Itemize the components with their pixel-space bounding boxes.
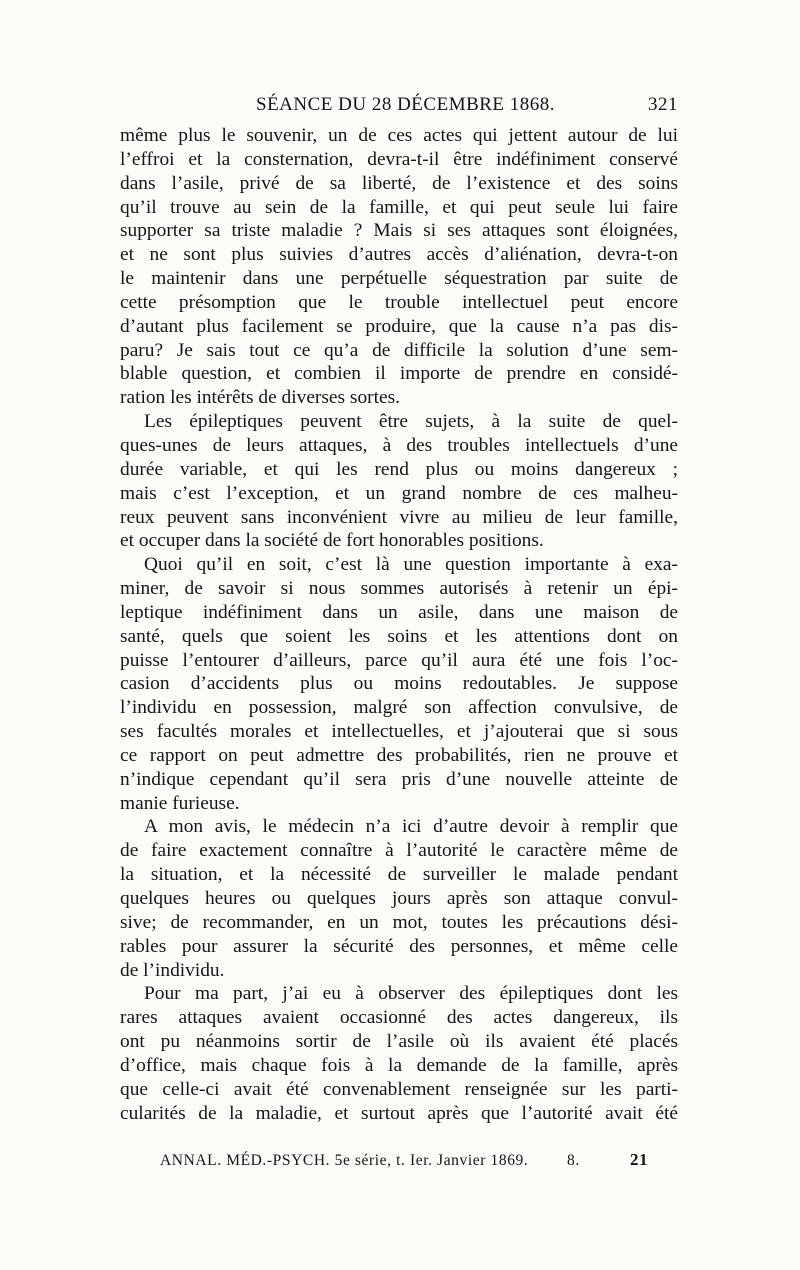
text-line: Pour ma part, j’ai eu à observer des épileptiques dont les <box>144 983 678 1005</box>
text-line: Quoi qu’il en soit, c’est là une question importante à exa- <box>144 554 678 576</box>
text-line: blable question, et combien il importe de prendre en considé- <box>120 363 678 385</box>
text-line: manie furieuse. <box>120 792 240 814</box>
text-line: rares attaques avaient occasionné des actes dangereux, ils <box>120 1007 678 1029</box>
signature-mark: 21 <box>630 1150 649 1169</box>
text-line: reux peuvent sans inconvénient vivre au milieu de leur famille, <box>120 506 678 528</box>
text-line: mais c’est l’exception, et un grand nombre de ces malheu- <box>120 482 678 504</box>
text-line: sive; de recommander, en un mot, toutes les précautions dési- <box>120 911 678 933</box>
text-line: n’indique cependant qu’il sera pris d’une nouvelle atteinte de <box>120 768 678 790</box>
text-line: supporter sa triste maladie ? Mais si ses attaques sont éloignées, <box>120 220 678 242</box>
text-line: et ne sont plus suivies d’autres accès d’aliénation, devra-t-on <box>120 244 678 266</box>
running-header <box>120 94 678 118</box>
running-title: SÉANCE DU 28 DÉCEMBRE 1868. <box>256 94 556 115</box>
text-line: durée variable, et qui les rend plus ou moins dangereux ; <box>120 458 678 480</box>
text-line: la situation, et la nécessité de surveiller le malade pendant <box>120 864 678 886</box>
text-line: leptique indéfiniment dans un asile, dans une maison de <box>120 601 678 623</box>
text-line: de l’individu. <box>120 959 225 981</box>
text-line: le maintenir dans une perpétuelle séquestration par suite de <box>120 268 678 290</box>
text-line: dans l’asile, privé de sa liberté, de l’existence et des soins <box>120 172 678 194</box>
page-number: 321 <box>648 94 678 115</box>
text-line: ses facultés morales et intellectuelles, et j’ajouterai que si sous <box>120 721 678 743</box>
text-line: casion d’accidents plus ou moins redoutables. Je suppose <box>120 673 678 695</box>
text-line: cularités de la maladie, et surtout après que l’autorité avait été <box>120 1102 678 1124</box>
text-line: même plus le souvenir, un de ces actes qui jettent autour de lui <box>120 125 678 146</box>
text-line: Les épileptiques peuvent être sujets, à la suite de quel- <box>144 411 678 433</box>
text-line: puisse l’entourer d’ailleurs, parce qu’il aura été une fois l’oc- <box>120 649 678 671</box>
text-line: de faire exactement connaître à l’autorité le caractère même de <box>120 840 678 862</box>
footer-signature-line <box>160 1150 649 1170</box>
text-line: miner, de savoir si nous sommes autorisés à retenir un épi- <box>120 578 678 600</box>
text-line: rables pour assurer la sécurité des personnes, et même celle <box>120 935 678 957</box>
text-line: l’effroi et la consternation, devra-t-il être indéfiniment conservé <box>120 148 678 170</box>
text-line: A mon avis, le médecin n’a ici d’autre devoir à remplir que <box>144 816 678 838</box>
text-line: ration les intérêts de diverses sortes. <box>120 387 401 409</box>
text-line: qu’il trouve au sein de la famille, et qui peut seule lui faire <box>120 196 678 218</box>
text-line: ont pu néanmoins sortir de l’asile où ils avaient été placés <box>120 1031 678 1053</box>
text-line: l’individu en possession, malgré son affection convulsive, de <box>120 697 678 719</box>
text-line: d’autant plus facilement se produire, que la cause n’a pas dis- <box>120 315 678 337</box>
sheet-number: 8. <box>567 1152 580 1169</box>
text-line: quelques heures ou quelques jours après son attaque convul- <box>120 888 678 909</box>
text-line: ce rapport on peut admettre des probabilités, rien ne prouve et <box>120 744 678 766</box>
text-line: d’office, mais chaque fois à la demande de la famille, après <box>120 1054 678 1076</box>
text-line: et occuper dans la société de fort honorables positions. <box>120 530 544 552</box>
body-text <box>120 124 678 1125</box>
text-line: paru? Je sais tout ce qu’a de difficile la solution d’une sem- <box>120 339 678 361</box>
text-line: santé, quels que soient les soins et les attentions dont on <box>120 625 678 647</box>
text-line: cette présomption que le trouble intellectuel peut encore <box>120 291 678 313</box>
journal-citation: ANNAL. MÉD.-PSYCH. 5e série, t. Ier. Janvier 1869. <box>160 1152 529 1169</box>
text-line: ques-unes de leurs attaques, à des troubles intellectuels d’une <box>120 434 678 456</box>
text-line: que celle-ci avait été convenablement renseignée sur les parti- <box>120 1078 678 1100</box>
